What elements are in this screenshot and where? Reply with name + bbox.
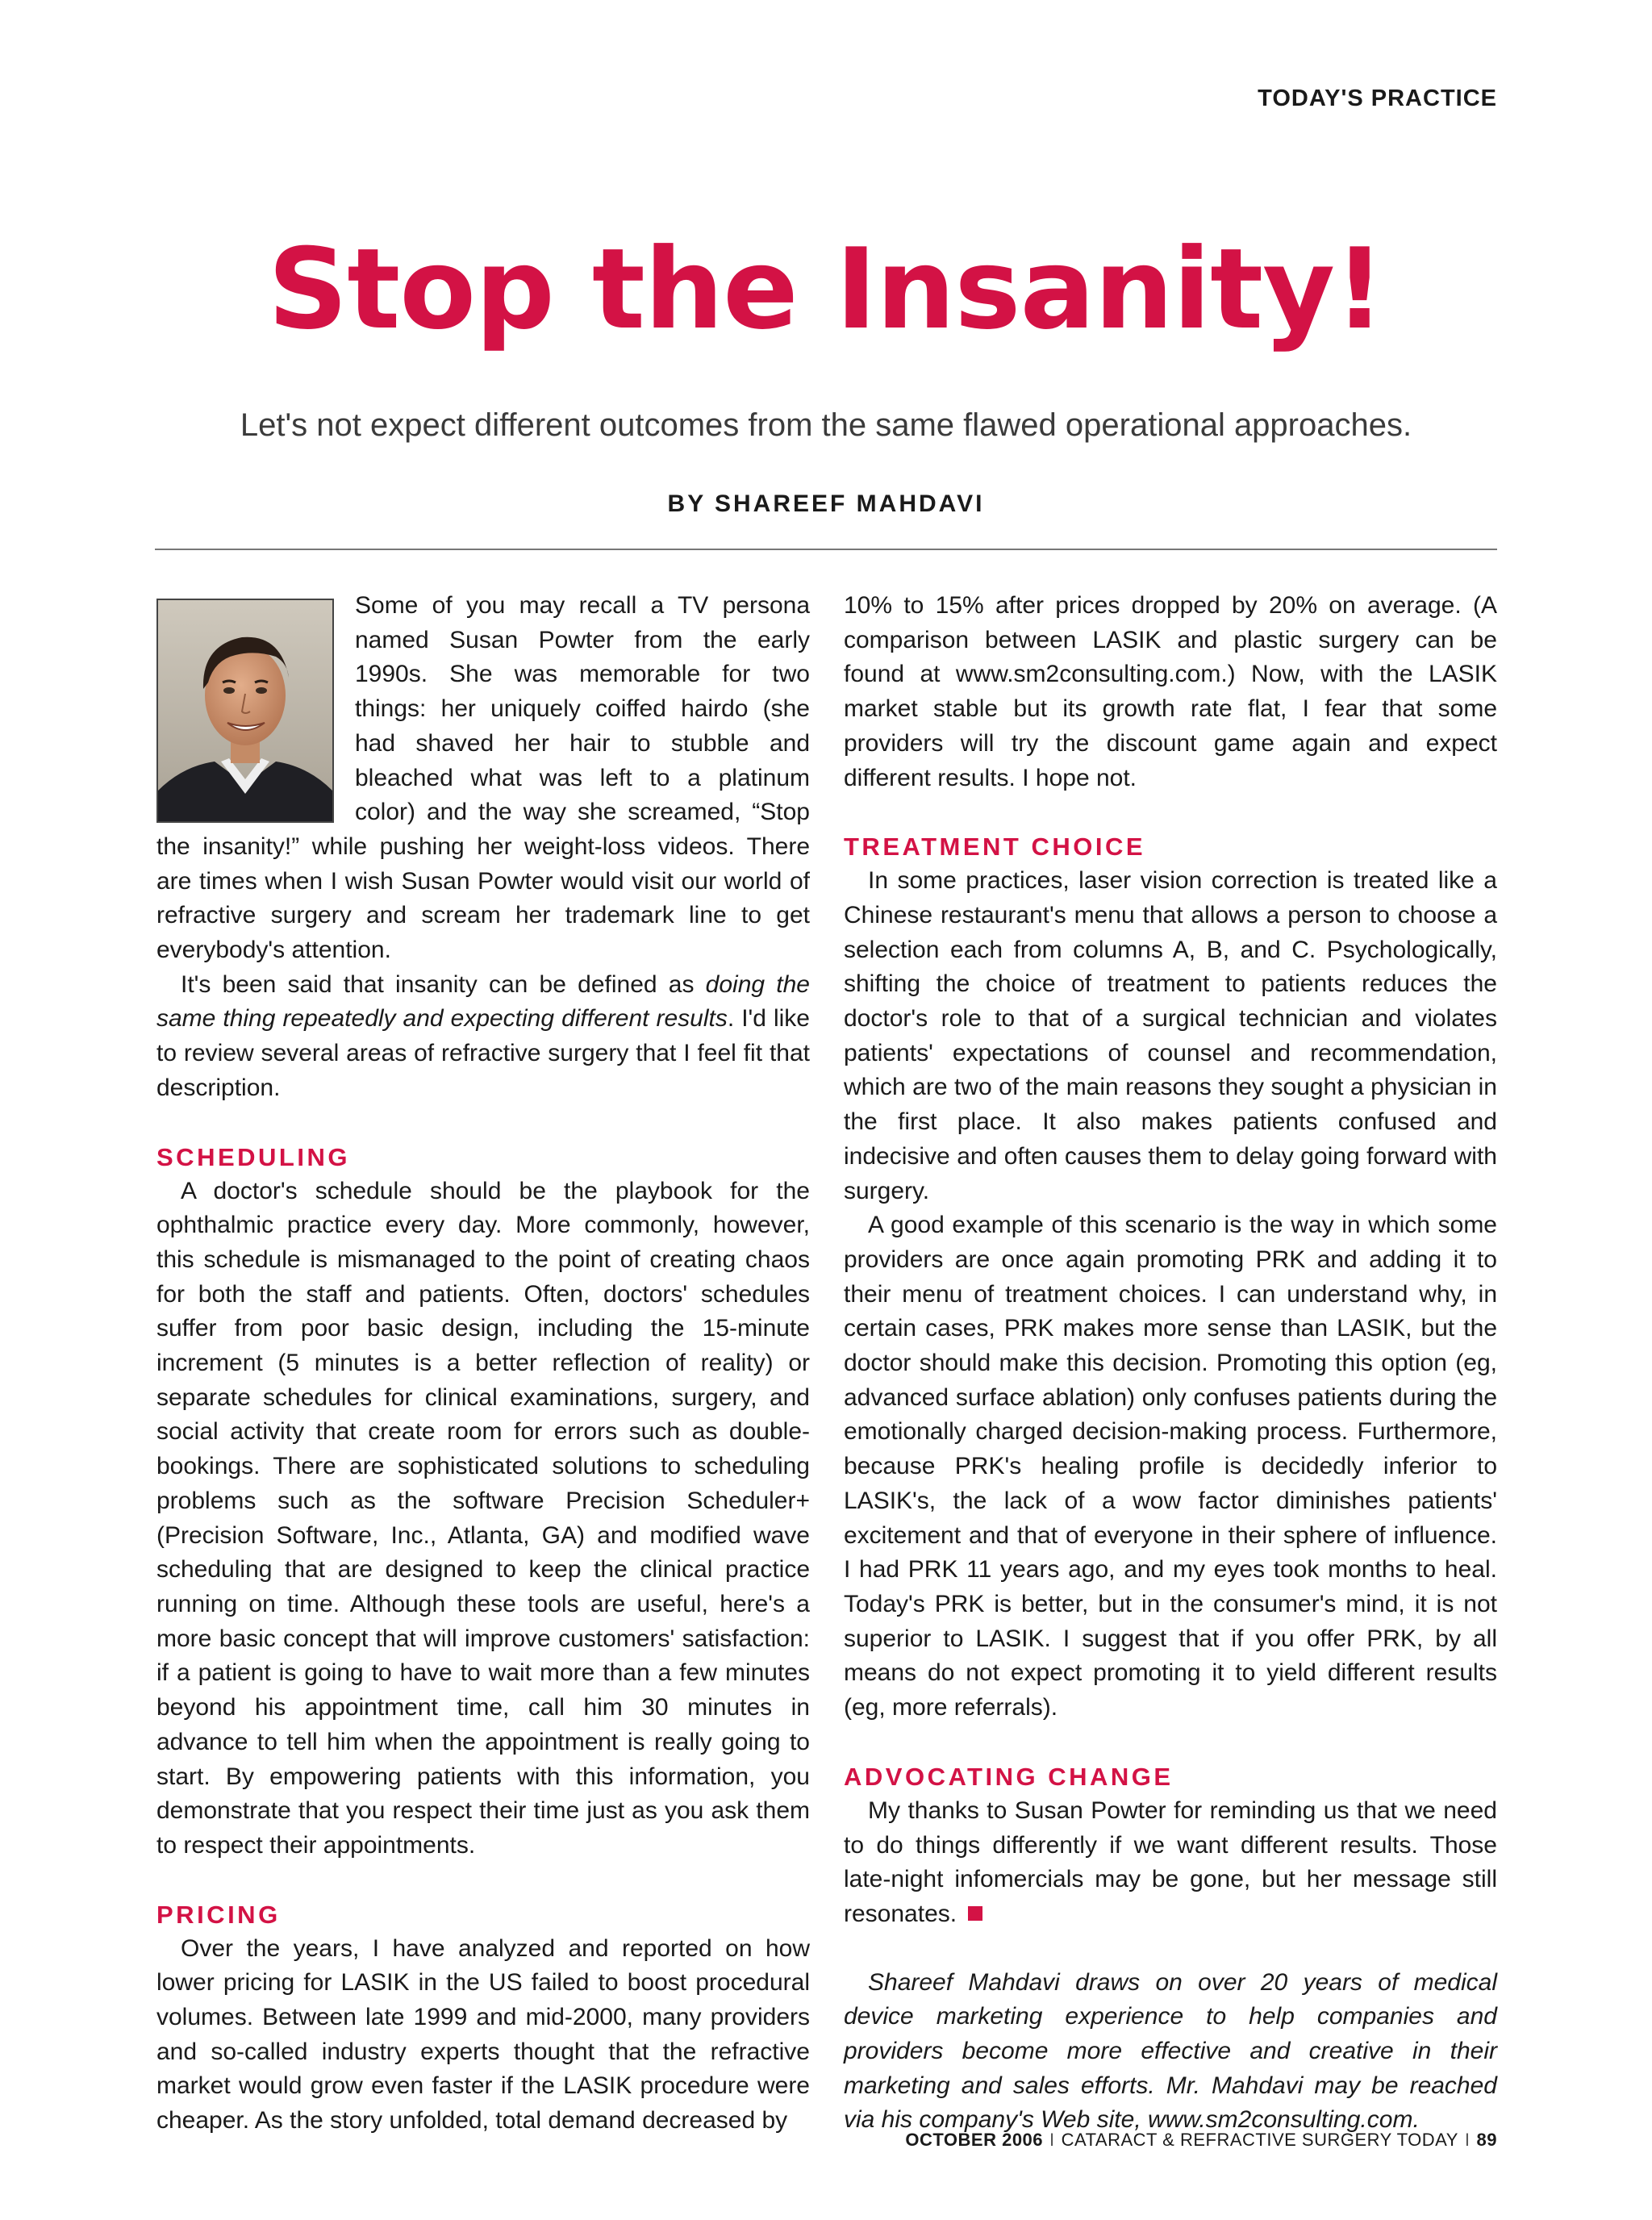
section-tag: TODAY'S PRACTICE bbox=[1258, 86, 1497, 111]
intro-paragraph-2-text-b: . I'd like to review several areas of refractive surgery that I feel fit that description. bbox=[156, 1005, 810, 1101]
pricing-paragraph: Over the years, I have analyzed and reported on how lower pricing for LASIK in the US failed to boost procedural volumes. Between late 1999 and mid-2000, many providers and so-called industry experts thought that the refractive market would grow even faster if the LASIK procedure were cheaper. As the story unfolded, total demand decreased by bbox=[156, 1934, 810, 2134]
treatment-paragraph-1: In some practices, laser vision correction is treated like a Chinese restaurant's menu that allows a person to choose a selection each from columns A, B, and C. Psychologically, shifting the choice of treatment to patients reduces the doctor's role to that of a surgical technician and violates patients' expectations of counsel and recommendation, which are two of the main reasons they sought a physician in the first place. It also makes patients confused and indecisive and often causes them to delay going forward with surgery. bbox=[844, 867, 1497, 1204]
intro-paragraph-2 bbox=[156, 968, 810, 1106]
heading-pricing: PRICING bbox=[156, 1900, 281, 1929]
pricing-paragraph-continued: 10% to 15% after prices dropped by 20% on average. (A comparison between LASIK and plastic surgery can be found at www.sm2consulting.com.) Now, with the LASIK market stable but its growth rate flat, I fear that some providers will try the discount game again and expect different results. I hope not. bbox=[844, 592, 1497, 791]
end-of-article-mark-icon bbox=[968, 1906, 982, 1921]
right-column bbox=[844, 589, 1497, 2138]
treatment-paragraph-2: A good example of this scenario is the way in which some providers are once again promoting PRK and adding it to their menu of treatment choices. I can understand why, in certain cases, PRK makes more sense than LASIK, but the doctor should make this decision. Promoting this option (eg, advanced surface ablation) only confuses patients during the emotionally charged decision-making process. Furthermore, because PRK's healing profile is decidedly inferior to LASIK's, the lack of a wow factor diminishes patients' excitement and that of everyone in their sphere of influence. I had PRK 11 years ago, and my eyes took months to heal. Today's PRK is better, but in the consumer's mind, it is not superior to LASIK. I suggest that if you offer PRK, by all means do not expect promoting it to yield different results (eg, more referrals). bbox=[844, 1212, 1497, 1721]
intro-paragraph-2-emphasis: doing the same thing repeatedly and expecting different results bbox=[156, 970, 810, 1033]
advocating-paragraph-text: My thanks to Susan Powter for reminding us that we need to do things differently if we want different results. Those late-night infomercials may be gone, but her message still resonates. bbox=[844, 1796, 1497, 1927]
author-portrait-image bbox=[158, 600, 332, 821]
left-column bbox=[156, 589, 810, 2139]
author-photo bbox=[156, 599, 334, 823]
page-footer bbox=[905, 2130, 1497, 2151]
footer-page-number: 89 bbox=[1476, 2130, 1497, 2150]
heading-scheduling: SCHEDULING bbox=[156, 1142, 350, 1171]
header-divider bbox=[155, 549, 1497, 550]
heading-treatment-choice: TREATMENT CHOICE bbox=[844, 832, 1146, 862]
footer-separator: I bbox=[1049, 2130, 1055, 2150]
author-bio: Shareef Mahdavi draws on over 20 years of medical device marketing experience to help companies and providers become more effective and creative in their marketing and sales efforts. Mr. Mahdavi may be reached via his company's Web site, www.sm2consulting.com. bbox=[844, 1968, 1497, 2134]
footer-separator-2: I bbox=[1464, 2130, 1471, 2150]
article-subtitle: Let's not expect different outcomes from the same flawed operational approaches. bbox=[240, 407, 1412, 443]
scheduling-paragraph: A doctor's schedule should be the playbook for the ophthalmic practice every day. More commonly, however, this schedule is mismanaged to the point of creating chaos for both the staff and patients. Often, doctors' schedules suffer from poor basic design, including the 15-minute increment (5 minutes is a better reflection of reality) or separate schedules for clinical examinations, surgery, and social activity that create room for errors such as double-bookings. There are sophisticated solutions to scheduling problems such as the software Precision Scheduler+ (Precision Software, Inc., Atlanta, GA) and modified wave scheduling that are designed to keep the clinical practice running on time. Although these tools are useful, here's a more basic concept that will improve customers' satisfaction: if a patient is going to have to wait more than a few minutes beyond his appointment time, call him 30 minutes in advance to tell him when the appointment is really going to start. By empowering patients with this information, you demonstrate that you respect their time just as you ask them to respect their appointments. bbox=[156, 1177, 810, 1859]
heading-advocating-change: ADVOCATING CHANGE bbox=[844, 1762, 1174, 1791]
footer-issue-date: OCTOBER 2006 bbox=[905, 2130, 1044, 2150]
intro-paragraph-1: Some of you may recall a TV persona named Susan Powter from the early 1990s. She was memorable for two things: her uniquely coiffed hairdo (she had shaved her hair to stubble and bleached what was left to a platinum color) and the way she screamed, “Stop the insanity!” while pushing her weight-loss videos. There are times when I wish Susan Powter would visit our world of refractive surgery and scream her trademark line to get everybody's attention. bbox=[156, 592, 810, 964]
article-title: Stop the Insanity! bbox=[267, 224, 1385, 354]
footer-publication: CATARACT & REFRACTIVE SURGERY TODAY bbox=[1061, 2130, 1458, 2150]
intro-paragraph-2-text-a: It's been said that insanity can be defined as bbox=[181, 970, 706, 998]
byline: BY SHAREEF MAHDAVI bbox=[667, 490, 985, 517]
advocating-paragraph bbox=[844, 1794, 1497, 1932]
